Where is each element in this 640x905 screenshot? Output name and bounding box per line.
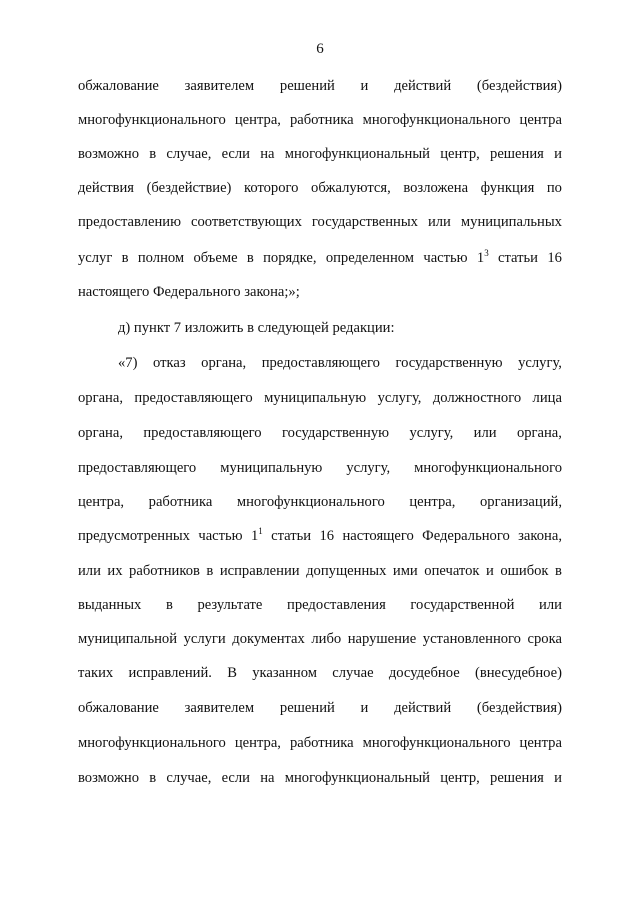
word: центр, [440, 770, 480, 786]
word: по [546, 180, 562, 196]
line6-word: объеме [193, 250, 238, 266]
word: выданных [78, 597, 142, 613]
word: ими [392, 563, 418, 579]
word: многофункционального [78, 112, 226, 128]
text-line-6 [78, 250, 562, 267]
word: досудебное [388, 665, 460, 681]
word: или [78, 563, 101, 579]
text-line-2 [78, 112, 562, 129]
word: центра, [409, 494, 456, 510]
text-line-4 [78, 180, 562, 197]
word: отказ [153, 355, 186, 371]
word: на [260, 770, 275, 786]
line6-word: полном [137, 250, 185, 266]
word: лица [532, 390, 562, 406]
word: услуги [183, 631, 226, 647]
word: либо [311, 631, 342, 647]
text-line-14 [78, 528, 562, 545]
word: заявителем [184, 78, 255, 94]
word: результате [197, 597, 263, 613]
word: центра, [234, 112, 281, 128]
line14-word: статьи [271, 528, 312, 544]
word: нарушение [347, 631, 417, 647]
word: центра, [78, 494, 125, 510]
word: документах [232, 631, 305, 647]
word: многофункционального [414, 460, 562, 476]
word: (внесудебное) [474, 665, 562, 681]
line14-word-sup: $1^1$ [250, 526, 263, 544]
word: (бездействия) [476, 700, 562, 716]
word: и [486, 563, 494, 579]
word: многофункционального [236, 494, 385, 510]
word: или [539, 597, 562, 613]
word: заявителем [184, 700, 255, 716]
word: исправлений. [128, 665, 212, 681]
word: действий [394, 78, 452, 94]
word: работника [289, 735, 354, 751]
word: организаций, [479, 494, 562, 510]
word: многофункционального [362, 112, 511, 128]
word: установленного [422, 631, 521, 647]
word: предоставляющего [261, 355, 380, 371]
text-line-19 [78, 700, 562, 717]
word: государственных [311, 214, 418, 230]
word: государственную [395, 355, 503, 371]
word: возложена [403, 180, 469, 196]
word: услугу, [518, 355, 562, 371]
word: в [149, 146, 157, 162]
line14-word: частью [198, 528, 243, 544]
line6-word: услуг [78, 250, 113, 266]
word: муниципальных [460, 214, 562, 230]
word: должностного [432, 390, 522, 406]
word: многофункциональный [284, 770, 430, 786]
word: в [555, 563, 562, 579]
word: таких [78, 665, 114, 681]
text-line-3 [78, 146, 562, 163]
word: центра [519, 112, 562, 128]
word: допущенных [306, 563, 387, 579]
word: предоставлению [78, 214, 181, 230]
word: многофункционального [362, 735, 511, 751]
word: функция [480, 180, 535, 196]
line6-word: определенном [325, 250, 415, 266]
word: решений [279, 78, 335, 94]
word: решения [490, 146, 544, 162]
text-line-8: д) пункт 7 изложить в следующей редакции: [118, 320, 395, 336]
word: муниципальную [220, 460, 323, 476]
text-line-5 [78, 214, 562, 231]
word: государственной [410, 597, 515, 613]
word: которого [244, 180, 299, 196]
line6-word: в [121, 250, 129, 266]
line14-word: предусмотренных [78, 528, 190, 544]
word: решений [279, 700, 335, 716]
word: если [221, 146, 250, 162]
word: работника [148, 494, 213, 510]
word: муниципальной [78, 631, 178, 647]
word: исправлении [219, 563, 300, 579]
superscript-3: 3 [484, 248, 489, 258]
word: или [427, 214, 451, 230]
text-line-10 [78, 390, 562, 407]
word: услугу, [346, 460, 391, 476]
text-line-17 [78, 631, 562, 648]
word: на [260, 146, 275, 162]
word: многофункционального [78, 735, 226, 751]
line14-word: закона, [518, 528, 562, 544]
word: в [206, 563, 214, 579]
word: органа, [78, 425, 123, 441]
word: центра, [234, 735, 281, 751]
text-line-18 [78, 665, 562, 682]
word: работников [129, 563, 200, 579]
word: случае, [166, 146, 212, 162]
word: услугу, [377, 390, 422, 406]
word: обжалуются, [311, 180, 391, 196]
line6-word: 16 [547, 250, 562, 266]
word: их [107, 563, 123, 579]
text-line-9 [118, 355, 562, 372]
text-line-15 [78, 563, 562, 580]
word: предоставляющего [78, 460, 197, 476]
line14-word: настоящего [342, 528, 414, 544]
line6-word: порядке, [263, 250, 317, 266]
line6-word-sup: $1^3$ [476, 248, 489, 266]
word: и [360, 700, 369, 716]
word: опечаток [424, 563, 480, 579]
word: центр, [440, 146, 480, 162]
word: муниципальную [264, 390, 367, 406]
word: В [227, 665, 237, 681]
word: работника [289, 112, 354, 128]
line6-word: статьи [498, 250, 538, 266]
line6-word: в [246, 250, 254, 266]
text-line-7: настоящего Федерального закона;»; [78, 284, 300, 300]
line14-word: 16 [319, 528, 335, 544]
word: возможно [78, 770, 140, 786]
text-line-16 [78, 597, 562, 614]
line6-word: частью [423, 250, 468, 266]
word: случае, [166, 770, 212, 786]
word: услугу, [409, 425, 454, 441]
word: органа, [78, 390, 123, 406]
text-line-21 [78, 770, 562, 787]
text-line-13 [78, 494, 562, 511]
word: органа, [201, 355, 247, 371]
word: обжалование [78, 78, 159, 94]
word: или [473, 425, 497, 441]
word: (бездействия) [476, 78, 562, 94]
word: предоставляющего [134, 390, 253, 406]
word: в [149, 770, 157, 786]
word: обжалование [78, 700, 159, 716]
word: и [554, 146, 562, 162]
word: органа, [516, 425, 562, 441]
word: решения [490, 770, 544, 786]
word: случае [332, 665, 374, 681]
text-line-20 [78, 735, 562, 752]
word: предоставляющего [143, 425, 262, 441]
word: действия [78, 180, 134, 196]
word: указанном [252, 665, 317, 681]
word: и [360, 78, 369, 94]
word: государственную [281, 425, 390, 441]
word: в [165, 597, 173, 613]
word: ошибок [500, 563, 549, 579]
page-number: 6 [316, 41, 324, 57]
superscript-1: 1 [258, 526, 263, 536]
word: центра [519, 735, 562, 751]
word: соответствующих [191, 214, 302, 230]
word: многофункциональный [284, 146, 430, 162]
text-line-11 [78, 425, 562, 442]
text-line-1 [78, 78, 562, 95]
word: возможно [78, 146, 140, 162]
text-line-12 [78, 460, 562, 477]
word: действий [394, 700, 452, 716]
word: (бездействие) [146, 180, 232, 196]
word: и [554, 770, 562, 786]
line14-word: Федерального [422, 528, 510, 544]
word: срока [527, 631, 562, 647]
word: предоставления [287, 597, 386, 613]
word: если [221, 770, 250, 786]
word: «7) [118, 355, 138, 371]
